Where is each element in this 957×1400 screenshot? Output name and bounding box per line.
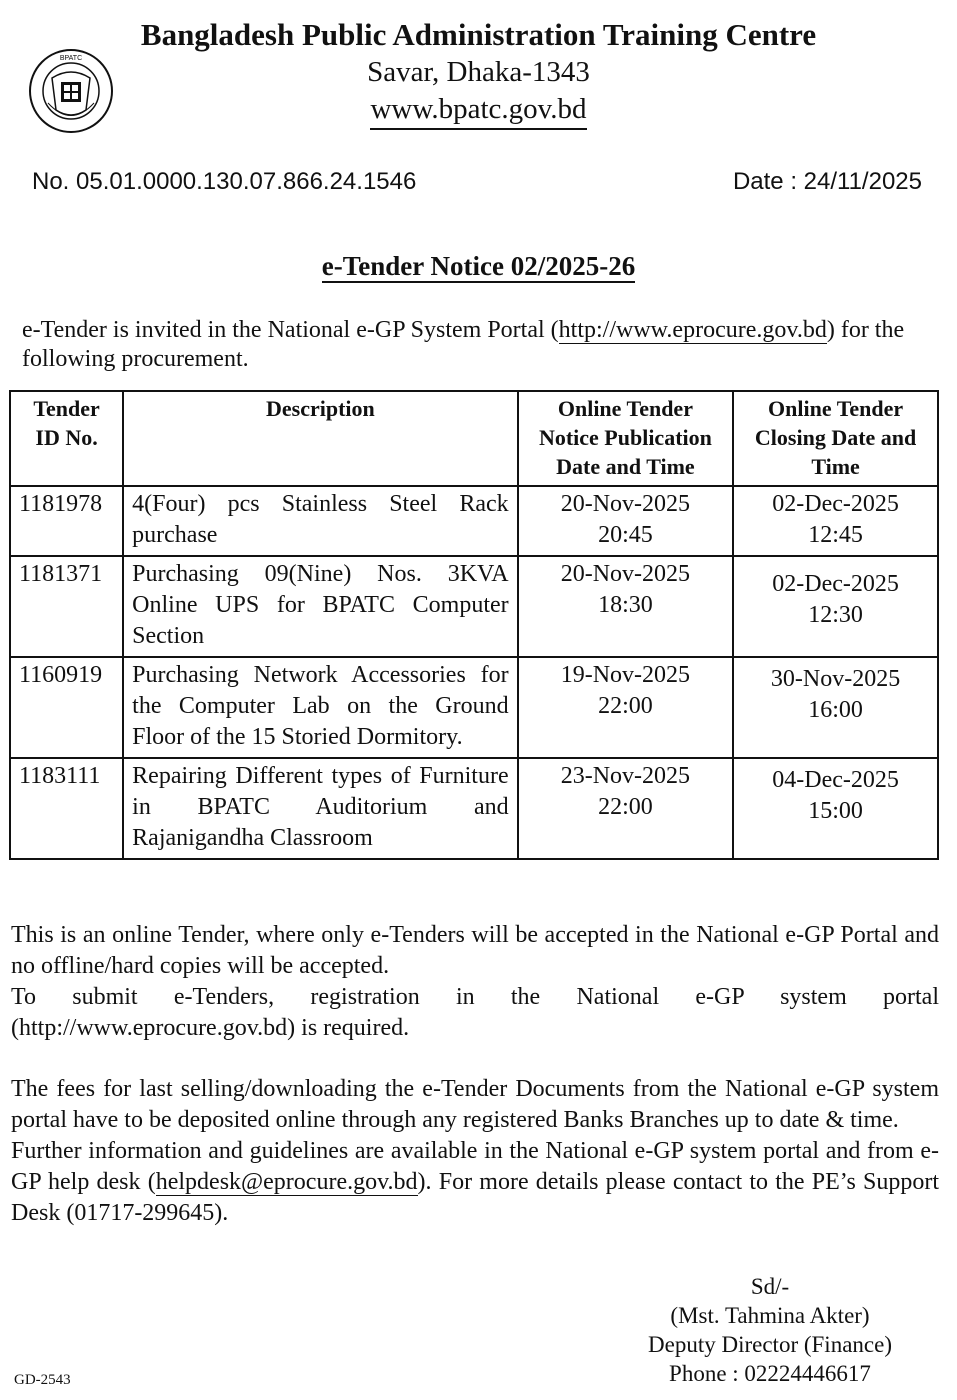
closing-time: 12:30 <box>808 602 863 628</box>
signatory-name: (Mst. Tahmina Akter) <box>670 1303 870 1328</box>
publication-date: 20-Nov-2025 <box>560 491 691 517</box>
paragraph-gap <box>11 1044 939 1074</box>
tender-description: 4(Four) pcs Stainless Steel Rack purchase <box>123 486 517 556</box>
publication-date: 19-Nov-2025 <box>560 662 691 688</box>
closing-date: 30-Nov-2025 <box>770 666 901 692</box>
notice-date: Date : 24/11/2025 <box>732 168 922 195</box>
contact-text: Further information and guidelines are available in the National e-GP system portal and from e-GP help desk ( <box>11 1138 939 1195</box>
publication-time: 22:00 <box>598 693 653 719</box>
tender-description: Purchasing Network Accessories for the Computer Lab on the Ground Floor of the 15 Storied Dormitory. <box>123 657 517 758</box>
body-paragraph-registration: To submit e-Tenders, registration in the National e-GP system portal (http://www.eprocure.gov.bd) is required. <box>11 984 939 1041</box>
signature-block <box>620 1272 920 1388</box>
tender-description: Purchasing 09(Nine) Nos. 3KVA Online UPS for BPATC Computer Section <box>123 556 517 657</box>
closing-date: 02-Dec-2025 <box>772 491 899 517</box>
closing-datetime <box>733 486 938 556</box>
notice-title-block <box>0 248 957 284</box>
closing-date: 04-Dec-2025 <box>772 767 899 793</box>
header-publication: Online Tender Notice Publication Date and Time <box>518 391 734 486</box>
table-row <box>10 657 938 758</box>
publication-datetime <box>518 556 734 657</box>
publication-datetime <box>518 657 734 758</box>
closing-date: 02-Dec-2025 <box>772 571 899 597</box>
closing-datetime <box>733 657 938 758</box>
header-tender-id: Tender ID No. <box>10 391 123 486</box>
body-paragraph-fees: The fees for last selling/downloading the e-Tender Documents from the National e-GP system portal have to be deposited online through any registered Banks Branches up to date & time. <box>11 1076 939 1133</box>
footer-code: GD-2543 <box>14 1372 71 1388</box>
organization-website-link[interactable]: www.bpatc.gov.bd <box>370 90 586 130</box>
signatory-designation: Deputy Director (Finance) <box>648 1332 892 1357</box>
organization-address: Savar, Dhaka-1343 <box>367 56 590 88</box>
table-row <box>10 486 938 556</box>
notice-title: e-Tender Notice 02/2025-26 <box>321 251 636 281</box>
tender-id: 1160919 <box>10 657 123 758</box>
closing-datetime <box>733 556 938 657</box>
body-paragraph-contact <box>11 1136 939 1229</box>
tender-table <box>9 390 939 860</box>
contact-text-end: ). For more details please contact to the PE’s Support Desk (01717-299645). <box>11 1169 940 1226</box>
publication-date: 20-Nov-2025 <box>560 561 691 587</box>
table-header-row <box>10 391 938 486</box>
closing-datetime <box>733 758 938 859</box>
logo-text: BPATC <box>59 55 83 62</box>
signature-sd: Sd/- <box>750 1274 790 1299</box>
body-paragraph-online: This is an online Tender, where only e-Tenders will be accepted in the National e-GP Portal and no offline/hard copies will be accepted. <box>11 922 939 979</box>
intro-paragraph <box>22 316 920 374</box>
publication-time: 18:30 <box>598 592 653 618</box>
publication-time: 20:45 <box>598 522 653 548</box>
intro-text-end: ) for the following procurement. <box>22 317 905 372</box>
publication-date: 23-Nov-2025 <box>560 763 691 789</box>
tender-id: 1181371 <box>10 556 123 657</box>
intro-text: e-Tender is invited in the National e-GP System Portal ( <box>22 317 559 343</box>
closing-time: 15:00 <box>808 798 863 824</box>
tender-id: 1183111 <box>10 758 123 859</box>
table-row <box>10 556 938 657</box>
helpdesk-email-link[interactable]: helpdesk@eprocure.gov.bd <box>155 1169 418 1195</box>
publication-time: 22:00 <box>598 794 653 820</box>
closing-time: 12:45 <box>808 522 863 548</box>
eprocure-link[interactable]: http://www.eprocure.gov.bd <box>558 317 827 343</box>
header-closing: Online Tender Closing Date and Time <box>733 391 938 486</box>
signatory-phone: Phone : 02224446617 <box>669 1361 871 1386</box>
closing-time: 16:00 <box>808 697 863 723</box>
table-row <box>10 758 938 859</box>
tender-id: 1181978 <box>10 486 123 556</box>
document-header <box>0 16 957 130</box>
header-description: Description <box>123 391 517 486</box>
publication-datetime <box>518 486 734 556</box>
reference-number: No. 05.01.0000.130.07.866.24.1546 <box>32 168 417 195</box>
organization-name: Bangladesh Public Administration Training Centre <box>140 17 817 52</box>
publication-datetime <box>518 758 734 859</box>
tender-description: Repairing Different types of Furniture in BPATC Auditorium and Rajanigandha Classroom <box>123 758 517 859</box>
notice-body <box>11 920 939 1229</box>
